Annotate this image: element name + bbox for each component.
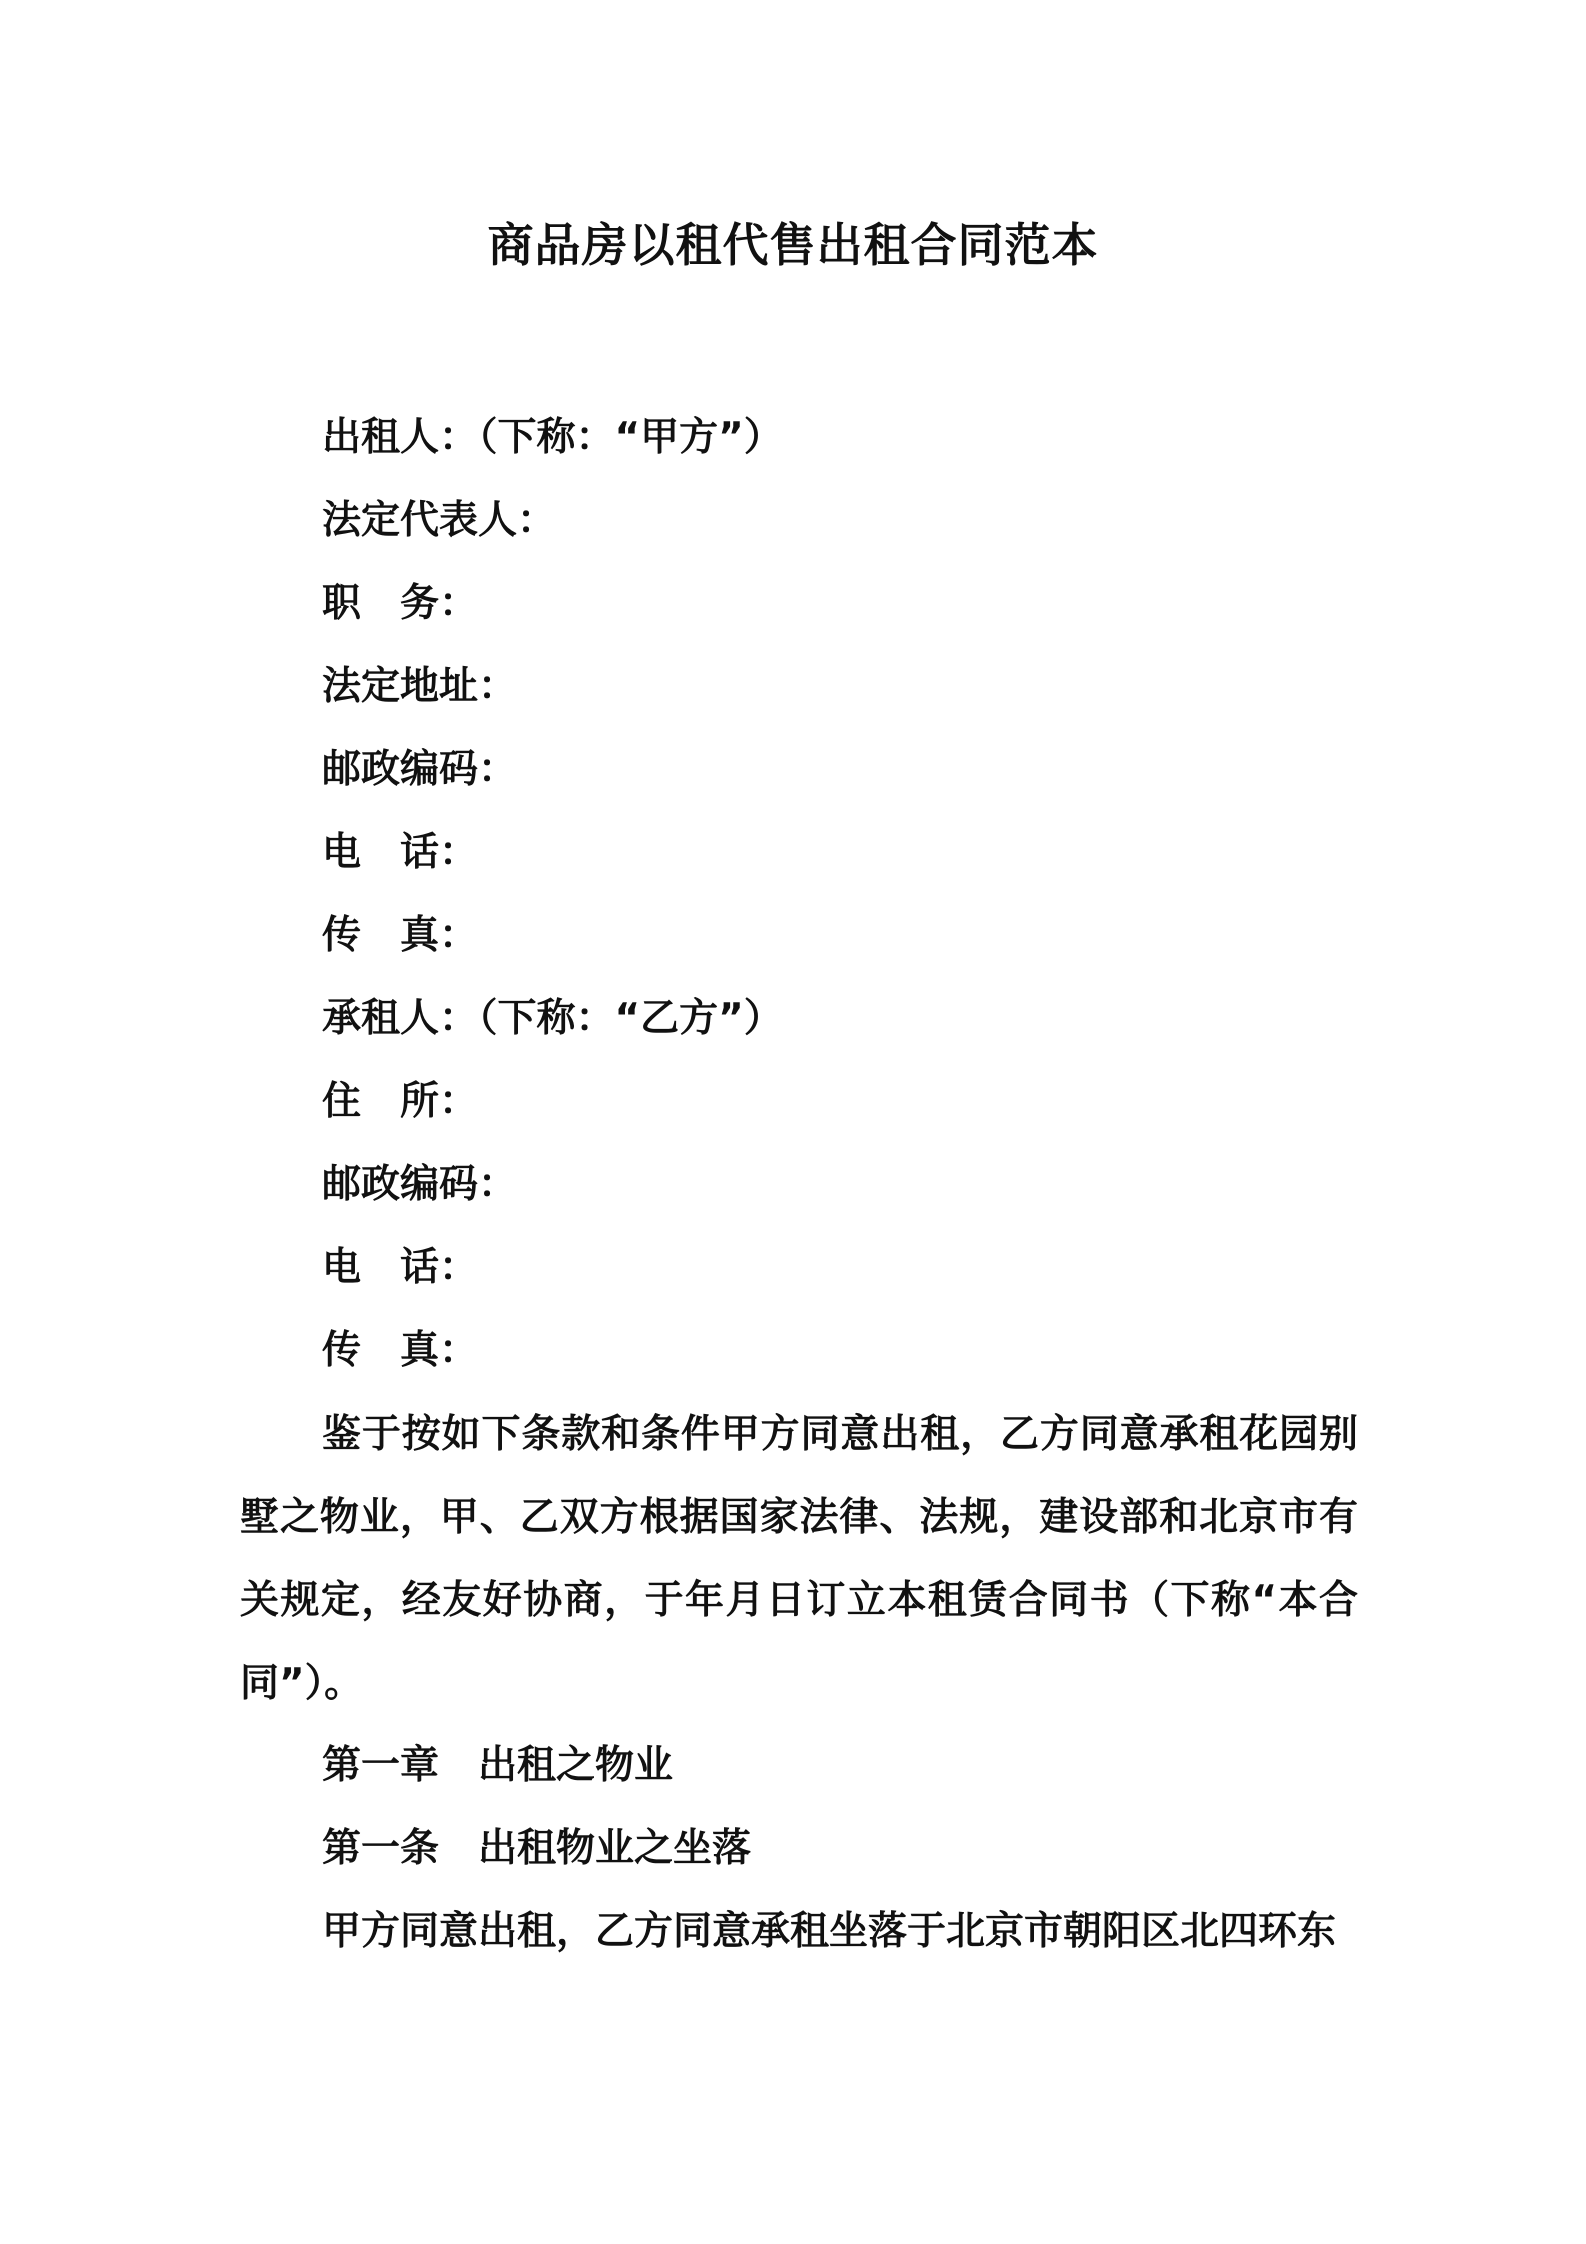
field-lessee-phone: 电 话： [322, 1245, 479, 1290]
intro-paragraph: 鉴于按如下条款和条件甲方同意出租，乙方同意承租花园别墅之物业，甲、乙双方根据国家法律、法规，建设部和北京市有关规定，经友好协商，于年月日订立本租赁合同书（下称“本合同”）。 [240, 1412, 1358, 1706]
field-position: 职 务： [322, 581, 479, 626]
field-legal-representative: 法定代表人： [322, 498, 557, 543]
field-postal-code: 邮政编码： [322, 747, 518, 792]
document-title: 商品房以租代售出租合同范本 [487, 218, 1099, 272]
field-lessee: 承租人：（下称：“乙方”） [322, 996, 783, 1041]
article-text: 甲方同意出租，乙方同意承租坐落于北京市朝阳区北四环东 [322, 1909, 1337, 1954]
field-fax: 传 真： [322, 913, 479, 958]
field-phone: 电 话： [322, 830, 479, 875]
article-heading: 第一条 出租物业之坐落 [322, 1826, 752, 1871]
field-lessee-fax: 传 真： [322, 1328, 479, 1373]
chapter-heading: 第一章 出租之物业 [322, 1743, 674, 1788]
field-lessee-postal-code: 邮政编码： [322, 1162, 518, 1207]
field-legal-address: 法定地址： [322, 664, 518, 709]
field-residence: 住 所： [322, 1079, 479, 1124]
field-lessor: 出租人：（下称：“甲方”） [322, 415, 783, 460]
